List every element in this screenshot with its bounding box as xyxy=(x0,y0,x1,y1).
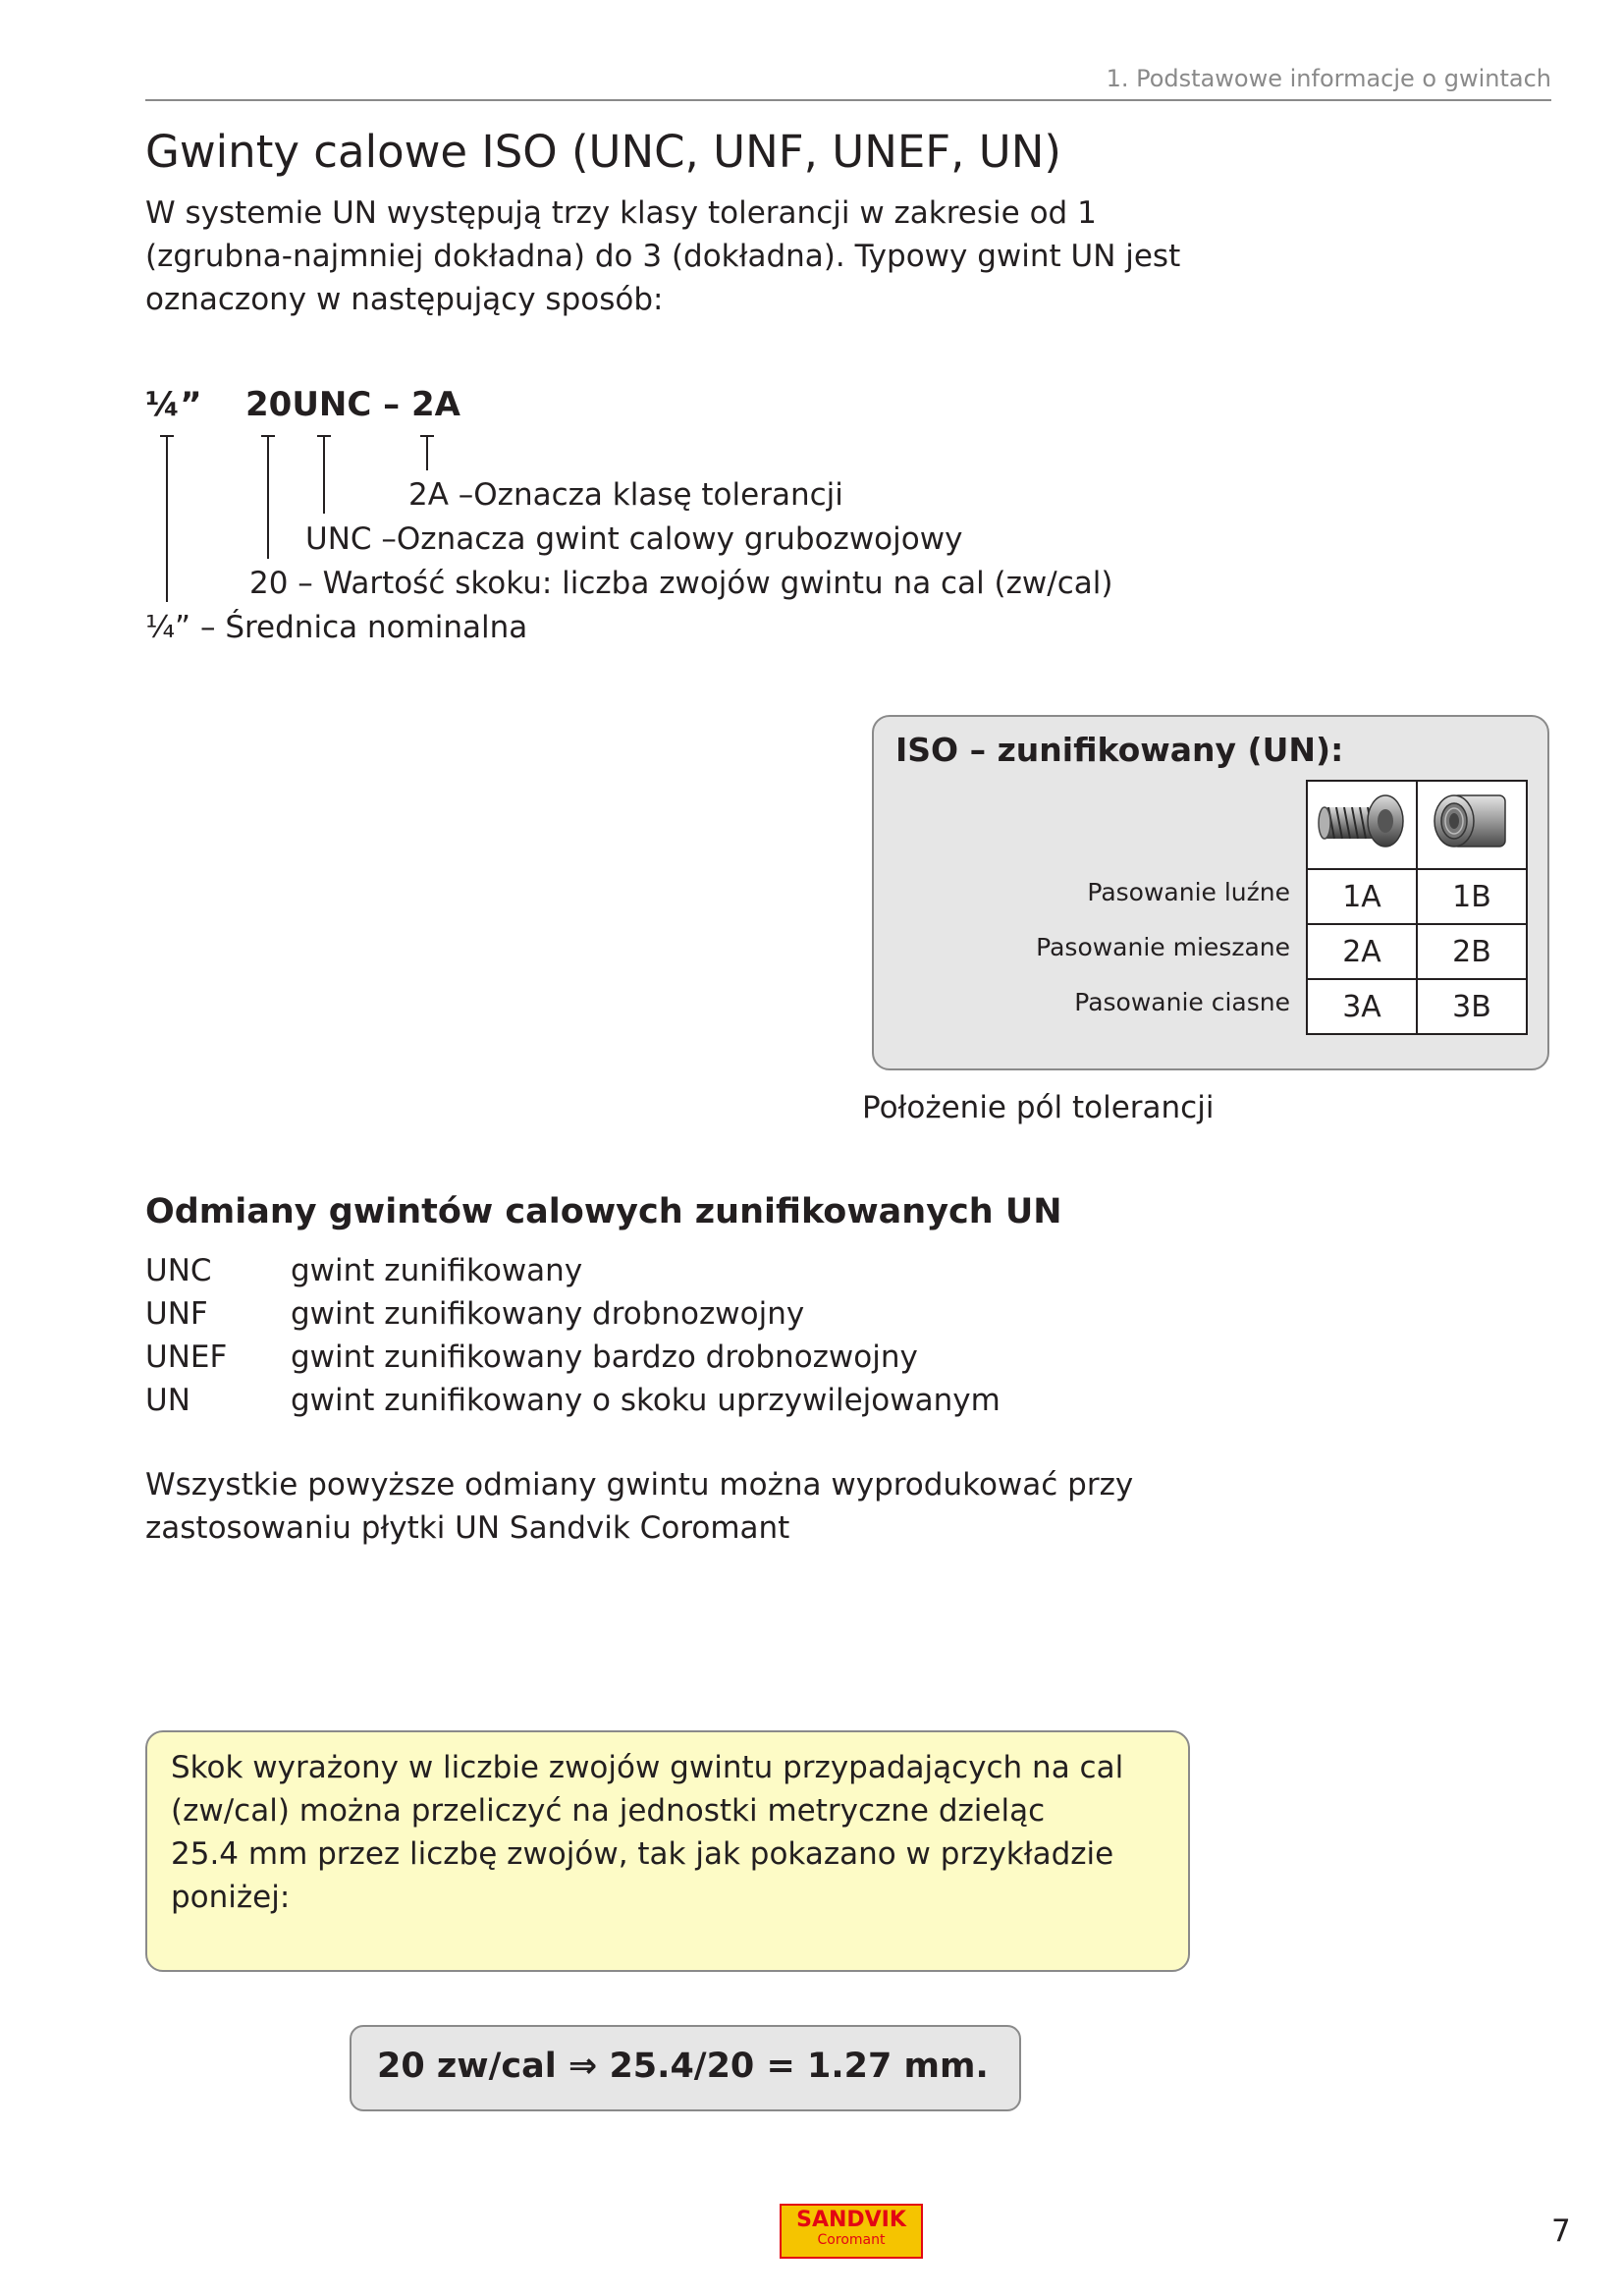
header-rule xyxy=(145,99,1551,101)
sandvik-logo xyxy=(780,2204,923,2259)
variant-code: UNC xyxy=(145,1253,212,1288)
note-line: poniżej: xyxy=(171,1880,291,1915)
cell-int-3: 3B xyxy=(1417,979,1527,1034)
logo-line1: SANDVIK xyxy=(796,2208,906,2232)
cell-ext-2: 2A xyxy=(1307,924,1417,979)
variant-code: UNF xyxy=(145,1296,208,1332)
external-thread-bolt-icon xyxy=(1313,782,1411,860)
intro-line: W systemie UN występują trzy klasy tolerancji w zakresie od 1 xyxy=(145,195,1097,231)
leader-line xyxy=(426,435,428,470)
page-title: Gwinty calowe ISO (UNC, UNF, UNEF, UN) xyxy=(145,126,1061,178)
leader-line xyxy=(323,435,325,514)
panel-title: ISO – zunifikowany (UN): xyxy=(895,731,1344,769)
row-label-tight: Pasowanie ciasne xyxy=(1074,988,1290,1016)
cell-ext-3: 3A xyxy=(1307,979,1417,1034)
variants-heading: Odmiany gwintów calowych zunifikowanych UN xyxy=(145,1192,1062,1231)
page-number: 7 xyxy=(1551,2214,1571,2249)
internal-thread-cell xyxy=(1417,781,1527,869)
variant-desc: gwint zunifikowany xyxy=(291,1253,583,1288)
logo-line2: Coromant xyxy=(817,2232,886,2248)
outro-line: zastosowaniu płytki UN Sandvik Coromant xyxy=(145,1510,790,1546)
variant-desc: gwint zunifikowany o skoku uprzywilejowanym xyxy=(291,1383,1001,1418)
tolerance-table xyxy=(1306,780,1528,1035)
formula-text: 20 zw/cal ⇒ 25.4/20 = 1.27 mm. xyxy=(377,2047,989,2086)
row-label-loose: Pasowanie luźne xyxy=(1087,878,1290,906)
designation-diameter: ¼” xyxy=(145,385,202,424)
note-line: 25.4 mm przez liczbę zwojów, tak jak pokazano w przykładzie xyxy=(171,1836,1114,1872)
variant-code: UN xyxy=(145,1383,190,1418)
cell-int-1: 1B xyxy=(1417,869,1527,924)
annotation-diameter: ¼” – Średnica nominalna xyxy=(145,610,528,645)
designation-code: 20UNC – 2A xyxy=(245,385,460,424)
external-thread-cell xyxy=(1307,781,1417,869)
formula-box xyxy=(350,2025,1021,2111)
row-label-mixed: Pasowanie mieszane xyxy=(1036,933,1290,961)
panel-caption: Położenie pól tolerancji xyxy=(862,1090,1215,1125)
annotation-tolerance: 2A –Oznacza klasę tolerancji xyxy=(408,477,843,513)
leader-line xyxy=(267,435,269,559)
note-line: (zw/cal) można przeliczyć na jednostki metryczne dzieląc xyxy=(171,1793,1046,1829)
leader-line xyxy=(166,435,168,602)
variant-code: UNEF xyxy=(145,1339,228,1375)
note-line: Skok wyrażony w liczbie zwojów gwintu przypadających na cal xyxy=(171,1750,1124,1785)
intro-line: oznaczony w następujący sposób: xyxy=(145,282,664,317)
note-box xyxy=(145,1730,1190,1972)
outro-paragraph xyxy=(145,1463,1133,1550)
tolerance-panel xyxy=(872,715,1549,1070)
variant-desc: gwint zunifikowany drobnozwojny xyxy=(291,1296,805,1332)
intro-paragraph xyxy=(145,191,1225,321)
note-text xyxy=(171,1746,1123,1919)
variant-desc: gwint zunifikowany bardzo drobnozwojny xyxy=(291,1339,918,1375)
internal-thread-nut-icon xyxy=(1423,782,1521,860)
cell-int-2: 2B xyxy=(1417,924,1527,979)
outro-line: Wszystkie powyższe odmiany gwintu można wyprodukować przy xyxy=(145,1467,1134,1503)
intro-line: (zgrubna-najmniej dokładna) do 3 (dokładna). Typowy gwint UN jest xyxy=(145,239,1181,274)
running-header: 1. Podstawowe informacje o gwintach xyxy=(1106,65,1551,92)
annotation-pitch: 20 – Wartość skoku: liczba zwojów gwintu na cal (zw/cal) xyxy=(249,566,1113,601)
annotation-unc: UNC –Oznacza gwint calowy grubozwojowy xyxy=(305,521,963,557)
cell-ext-1: 1A xyxy=(1307,869,1417,924)
